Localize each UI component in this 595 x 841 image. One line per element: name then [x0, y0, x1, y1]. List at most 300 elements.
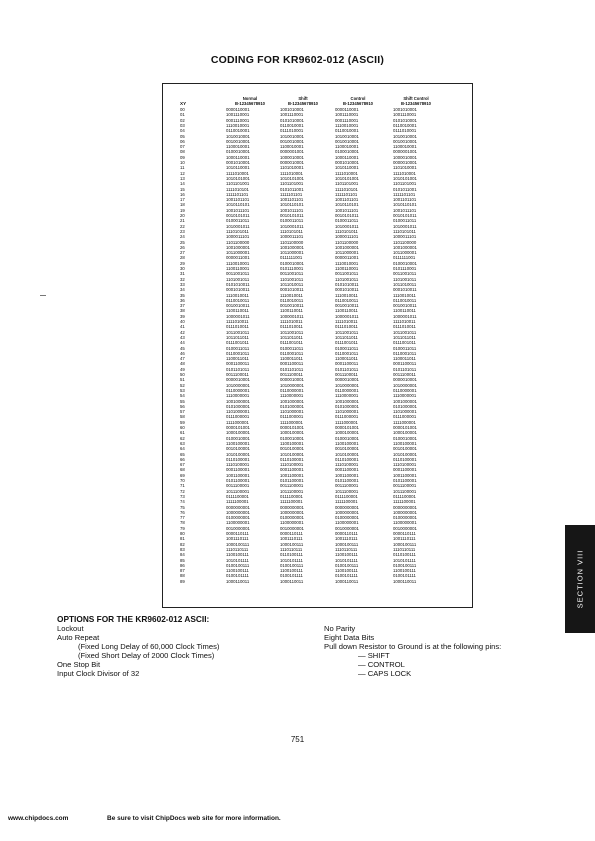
bit-code: 0111000001 [335, 414, 359, 420]
column-header-bits: B-12345678910 [342, 101, 374, 106]
xy-code: 22 [180, 223, 185, 229]
xy-code: 03 [180, 122, 185, 128]
xy-code: 23 [180, 228, 185, 234]
column-header-name: Control [350, 96, 366, 101]
bit-code: 0100011011 [280, 345, 304, 351]
bit-code: 1010101001 [226, 175, 250, 181]
xy-code: 43 [180, 334, 185, 340]
bit-code: 1110010001 [226, 122, 250, 128]
xy-code: 52 [180, 382, 185, 388]
bit-code: 1101010001 [280, 165, 304, 171]
bit-code: 0011100001 [393, 483, 417, 489]
column-header-bits: B-12345678910 [234, 101, 266, 106]
bit-code: 0111100001 [335, 493, 358, 499]
bit-code: 1000110011 [280, 578, 304, 584]
xy-code: 85 [180, 557, 185, 563]
option-item: Lockout [57, 624, 84, 633]
bit-code: 0110100111 [393, 552, 416, 558]
bit-code: 0010010001 [226, 138, 250, 144]
bit-code: 0010100001 [280, 446, 304, 452]
bit-code: 0111111001 [393, 255, 416, 261]
bit-code: 0101101011 [335, 366, 359, 372]
bit-code: 0010010001 [280, 138, 304, 144]
xy-code: 29 [180, 260, 185, 266]
option-item: (Fixed Long Delay of 60,000 Clock Times) [78, 642, 220, 651]
bit-code: 0101000001 [335, 403, 359, 409]
xy-code: 31 [180, 271, 185, 277]
bit-code: 1010101111 [393, 557, 416, 563]
bit-code: 0100011011 [393, 218, 417, 224]
bit-code: 1101101001 [280, 181, 304, 187]
xy-code: 77 [180, 515, 185, 521]
bit-code: 1001110111 [280, 536, 303, 542]
xy-code: 86 [180, 562, 185, 568]
bit-code: 0100011011 [335, 345, 359, 351]
bit-code: 0100101111 [226, 573, 249, 579]
bit-code: 1000011101 [335, 234, 359, 240]
bit-code: 1000110011 [226, 578, 250, 584]
bit-code: 0110001011 [280, 350, 304, 356]
bit-code: 0000110001 [226, 107, 250, 112]
bit-code: 1110101011 [335, 228, 358, 234]
option-item: Pull down Resistor to Ground is at the following pins: [324, 642, 502, 651]
bit-code: 1100110001 [226, 266, 250, 271]
column-header-normal [227, 96, 273, 106]
bit-code: 0001010001 [335, 160, 359, 165]
xy-code: 68 [180, 467, 185, 473]
bit-code: 1001000001 [335, 244, 359, 250]
bit-code: 0000010001 [393, 377, 417, 383]
xy-code: 28 [180, 255, 185, 261]
bit-code: 1100100111 [280, 568, 303, 574]
bit-code: 0110000001 [393, 387, 417, 393]
bit-code: 1011100001 [335, 488, 359, 494]
bit-code: 1010110101 [226, 202, 250, 208]
bit-code: 0101101011 [226, 366, 250, 372]
bit-code: 0110010011 [393, 297, 417, 303]
bit-code: 1010110001 [335, 165, 359, 171]
bit-code: 0001100011 [226, 361, 250, 367]
bit-code: 0000101001 [393, 425, 417, 430]
bit-code: 0000010001 [226, 377, 250, 383]
bit-code: 1111000001 [226, 419, 249, 425]
bit-code: 1100000001 [393, 520, 417, 526]
bit-code: 0001010011 [280, 287, 304, 293]
bit-code: 1100100001 [335, 440, 359, 446]
bit-code: 1110101011 [280, 228, 303, 234]
column-header-bits: B-12345678910 [400, 101, 432, 106]
bit-code: 1000010001 [393, 154, 417, 160]
bit-code: 0100101111 [280, 573, 303, 579]
column-header-shift-control [393, 96, 439, 106]
bit-code: 1010100001 [226, 451, 250, 457]
xy-code: 59 [180, 419, 185, 425]
bit-code: 0101010011 [226, 281, 250, 287]
xy-code: 76 [180, 509, 185, 515]
bit-code: 0011100001 [280, 483, 304, 489]
option-item: No Parity [324, 624, 356, 633]
bit-code: 1001110111 [393, 536, 416, 542]
bit-code: 1111010101 [226, 186, 249, 192]
bit-code: 0111010011 [280, 324, 303, 330]
bit-code: 1000110001 [335, 154, 359, 160]
bit-code: 0111100001 [226, 493, 249, 499]
bit-code: 0000101001 [335, 425, 359, 430]
bit-code: 0011100011 [393, 372, 416, 377]
xy-code: 30 [180, 266, 185, 271]
bit-code: 1101000001 [280, 409, 304, 415]
bit-code: 1001011101 [335, 207, 359, 213]
column-header-bits: B-12345678910 [287, 101, 319, 106]
bit-code: 1100011011 [393, 356, 416, 362]
bit-code: 1010101111 [280, 557, 303, 563]
bit-code: 1111010001 [335, 170, 358, 176]
bit-code: 0100000001 [280, 515, 304, 521]
bit-code: 0000010001 [280, 377, 304, 383]
bit-code: 1010101001 [280, 175, 304, 181]
bit-code: 1000011101 [226, 234, 250, 240]
bit-code: 0100010001 [280, 435, 304, 441]
bit-code: 1100010001 [335, 144, 359, 150]
xy-code: 61 [180, 430, 185, 436]
xy-code: 49 [180, 366, 185, 372]
bit-code: 0100010001 [393, 435, 417, 441]
footer-site[interactable]: www.chipdocs.com [8, 815, 69, 822]
xy-code: 39 [180, 313, 185, 319]
bit-code: 1000011101 [393, 234, 417, 240]
bit-code: 1000100111 [280, 541, 304, 547]
xy-code: 41 [180, 324, 185, 330]
bit-code: 1110110111 [335, 546, 358, 552]
bit-code: 1010100001 [280, 451, 304, 457]
bit-code: 0111000001 [393, 414, 417, 420]
bit-code: 1111101101 [335, 191, 358, 197]
bit-code: 0111100001 [280, 493, 303, 499]
bit-code: 1010110101 [335, 202, 359, 208]
xy-code: 50 [180, 372, 185, 377]
bit-code: 1100011011 [280, 356, 303, 362]
bit-code: 0000101001 [280, 425, 304, 430]
bit-code: 0100011011 [226, 218, 250, 224]
option-item: One Stop Bit [57, 660, 101, 669]
bit-code: 0100010001 [280, 260, 304, 266]
bit-code: 1100110011 [280, 308, 303, 314]
bit-code: 0111001011 [335, 340, 358, 346]
xy-code: 05 [180, 133, 185, 139]
xy-code: 46 [180, 350, 185, 356]
bit-code: 1010110101 [280, 202, 304, 208]
footer-note: Be sure to visit ChipDocs web site for more information. [107, 815, 281, 822]
bit-code: 1100100111 [335, 552, 358, 558]
bit-code: 0100011011 [226, 345, 250, 351]
bit-code: 1100110011 [393, 308, 416, 314]
bit-code: 1100011011 [226, 356, 249, 362]
bit-code: 1010101111 [226, 557, 249, 563]
bit-code: 1101001011 [226, 276, 250, 282]
bit-code: 1001101101 [393, 197, 417, 203]
bit-code: 1101001011 [280, 276, 304, 282]
bit-code: 1101000001 [226, 409, 250, 415]
bit-code: 1000110011 [393, 578, 417, 584]
xy-code: 45 [180, 345, 185, 351]
bit-code: 0110001011 [226, 350, 250, 356]
bit-code: 0001010001 [226, 160, 250, 165]
xy-code: 08 [180, 149, 185, 155]
bit-code: 1010010001 [226, 133, 250, 139]
bit-code: 1101100000 [335, 239, 359, 245]
bit-code: 1000000001 [226, 509, 250, 515]
xy-code: 12 [180, 170, 185, 176]
bit-code: 0101000001 [226, 403, 250, 409]
bit-code: 1111010011 [280, 319, 303, 324]
bit-code: 0110000001 [280, 387, 304, 393]
bit-code: 0100000001 [226, 515, 250, 521]
bit-code: 1110110111 [226, 546, 249, 552]
bit-code: 1111100001 [393, 499, 416, 505]
bit-code: 0100010001 [335, 435, 359, 441]
bit-code: 1111100001 [226, 499, 249, 505]
bit-code: 0100100111 [335, 562, 359, 568]
bit-code: 1101100000 [226, 239, 250, 245]
xy-code: 84 [180, 552, 185, 558]
bit-code: 0000110111 [393, 531, 416, 536]
xy-code: 54 [180, 393, 185, 399]
bit-code: 1111000001 [393, 419, 416, 425]
bit-code: 0101010001 [393, 117, 417, 123]
bit-code: 0010010011 [226, 303, 250, 309]
bit-code: 0100100111 [280, 562, 304, 568]
bit-code: 1010101111 [335, 557, 358, 563]
bit-code: 0011100011 [335, 372, 358, 377]
bit-code: 1000100001 [226, 430, 250, 436]
xy-code: 17 [180, 197, 185, 203]
xy-code: 56 [180, 403, 185, 409]
bit-code: 1100110011 [335, 308, 358, 314]
bit-code: 0000011001 [226, 255, 250, 261]
bit-code: 1011011011 [226, 334, 249, 340]
xy-code: 42 [180, 329, 185, 335]
xy-code: 78 [180, 520, 185, 526]
bit-code: 0011001011 [226, 271, 250, 277]
bit-code: 1001110001 [226, 112, 250, 118]
bit-code: 0111010011 [226, 324, 249, 330]
bit-code: 1110000001 [393, 393, 417, 399]
xy-code: 71 [180, 483, 185, 489]
bit-code: 0100011011 [335, 218, 359, 224]
bit-code: 0111001011 [393, 340, 416, 346]
bit-code: 0001010011 [335, 287, 359, 293]
xy-code: 82 [180, 541, 185, 547]
bit-code: 0010101011 [226, 213, 250, 218]
bit-code: 0110010001 [226, 128, 250, 134]
xy-code: 69 [180, 472, 185, 478]
bit-code: 0000010001 [393, 160, 417, 165]
bit-code: 0110010001 [393, 122, 417, 128]
bit-code: 1110110111 [280, 546, 303, 552]
bit-code: 0000110001 [335, 107, 359, 112]
bit-code: 1001000001 [226, 398, 250, 404]
bit-code: 0010101011 [280, 213, 304, 218]
bit-code: 0001100001 [393, 467, 417, 473]
bit-code: 0110100111 [280, 552, 303, 558]
bit-code: 1000000001 [280, 509, 304, 515]
column-header-control [335, 96, 381, 106]
column-header-xy: XY [180, 101, 187, 106]
bit-code: 1001100001 [335, 472, 359, 478]
bit-code: 1001110001 [393, 112, 417, 118]
xy-code: 06 [180, 138, 185, 144]
bit-code: 1000011101 [280, 234, 304, 240]
bit-code: 1101000001 [393, 409, 417, 415]
bit-code: 1010110001 [226, 165, 250, 171]
bit-code: 1110100001 [393, 462, 417, 468]
xy-code: 63 [180, 440, 185, 446]
bit-code: 0000010001 [280, 160, 304, 165]
xy-code: 18 [180, 202, 185, 208]
bit-code: 1110010001 [335, 260, 359, 266]
xy-code: 83 [180, 546, 185, 552]
bit-code: 1110010011 [226, 292, 249, 298]
xy-code: 04 [180, 128, 185, 134]
xy-code: 02 [180, 117, 185, 123]
bit-code: 1111000001 [335, 419, 358, 425]
bit-code: 0110010011 [280, 297, 304, 303]
bit-code: 1001100001 [226, 472, 250, 478]
xy-code: 14 [180, 181, 185, 187]
bit-code: 0101101011 [393, 366, 417, 372]
bit-code: 1001101101 [226, 197, 250, 203]
xy-code: 01 [180, 112, 185, 118]
bit-code: 1101101001 [335, 181, 359, 187]
bit-code: 1010001011 [393, 223, 417, 229]
bit-code: 1100010001 [393, 144, 417, 150]
xy-code: 38 [180, 308, 185, 314]
xy-code: 35 [180, 292, 185, 298]
bit-code: 1010000001 [226, 382, 250, 388]
bit-code: 1011000001 [226, 250, 250, 256]
bit-code: 1010010001 [393, 133, 417, 139]
bit-code: 0011001011 [393, 271, 417, 277]
xy-code: 11 [180, 165, 185, 171]
bit-code: 0010010011 [280, 303, 304, 309]
bit-code: 0100100111 [226, 562, 250, 568]
bit-code: 1100100111 [393, 568, 416, 574]
bit-code: 1110010001 [226, 260, 250, 266]
bit-code: 1011100001 [226, 488, 250, 494]
xy-code: 87 [180, 568, 185, 574]
bit-code: 1100100111 [226, 568, 249, 574]
bit-code: 1100010001 [226, 144, 250, 150]
bit-code: 1110101011 [393, 228, 416, 234]
bit-code: 0000010001 [335, 377, 359, 383]
bit-code: 1001010001 [393, 107, 417, 112]
xy-code: 25 [180, 239, 185, 245]
bit-code: 0011001011 [335, 271, 359, 277]
bit-code: 0111111001 [280, 255, 303, 261]
bit-code: 1110010001 [335, 122, 359, 128]
option-item: Eight Data Bits [324, 633, 375, 642]
bit-code: 1100011011 [335, 356, 358, 362]
xy-code: 55 [180, 398, 185, 404]
column-header-name: Shift Control [403, 96, 429, 101]
bit-code: 1110110111 [393, 546, 416, 552]
bit-code: 1001110001 [335, 112, 359, 118]
xy-code: 67 [180, 462, 185, 468]
bit-code: 0110010001 [335, 128, 359, 134]
bit-code: 1001000001 [393, 398, 417, 404]
bit-code: 1101000001 [335, 409, 359, 415]
bit-code: 1011010011 [393, 281, 417, 287]
xy-code: 44 [180, 340, 185, 346]
bit-code: 0010010011 [393, 303, 417, 309]
bit-code: 1001011101 [226, 207, 250, 213]
xy-code: 19 [180, 207, 185, 213]
bit-code: 1010010001 [280, 133, 304, 139]
bit-code: 1111010001 [280, 170, 303, 176]
bit-code: 1100000001 [280, 520, 304, 526]
bit-code: 0101010011 [335, 281, 359, 287]
bit-code: 1001000001 [280, 244, 304, 250]
xy-code: 73 [180, 493, 185, 499]
bit-code: 1000100111 [335, 541, 359, 547]
bit-code: 1011100001 [393, 488, 417, 494]
bit-code: 0101100001 [280, 478, 304, 483]
bit-code: 1101010001 [393, 165, 417, 171]
bit-code: 0111000001 [280, 414, 304, 420]
bit-code: 1010001011 [280, 223, 304, 229]
xy-code: 32 [180, 276, 185, 282]
bit-code: 0010010011 [335, 303, 359, 309]
bit-code: 0010010001 [393, 138, 417, 144]
xy-code: 51 [180, 377, 185, 383]
xy-code: 62 [180, 435, 185, 441]
bit-code: 1011100001 [280, 488, 304, 494]
bit-code: 1000001011 [280, 313, 304, 319]
bit-code: 1001101101 [280, 197, 304, 203]
bit-code: 0100010001 [393, 260, 417, 266]
bit-code: 1100110011 [226, 308, 249, 314]
bit-code: 1111010101 [335, 186, 358, 192]
bit-code: 1111100001 [280, 499, 303, 505]
xy-code: 24 [180, 234, 185, 240]
bit-code: 0010100001 [226, 446, 250, 452]
bit-code: 0110100001 [335, 456, 359, 462]
bit-code: 0110100001 [393, 456, 417, 462]
bit-code: 1111010011 [226, 319, 249, 324]
column-header-shift [280, 96, 326, 106]
bit-code: 1001101101 [335, 197, 359, 203]
bit-code: 1011001011 [280, 329, 304, 335]
table-row [180, 579, 470, 584]
bit-code: 0111001011 [280, 340, 303, 346]
bit-code: 0101100001 [226, 478, 250, 483]
bit-code: 1000001011 [335, 313, 359, 319]
bit-code: 1111010001 [393, 170, 416, 176]
bit-code: 0101010001 [280, 117, 304, 123]
bit-code: 1110010011 [393, 292, 416, 298]
bit-code: 0111010011 [393, 324, 416, 330]
bit-code: 1010100001 [393, 451, 417, 457]
xy-code: 48 [180, 361, 185, 367]
bit-code: 0010000001 [335, 525, 359, 531]
bit-code: 0010100001 [335, 446, 359, 452]
bit-code: 0101000001 [393, 403, 417, 409]
bit-code: 1101001011 [393, 276, 417, 282]
bit-code: 0110000001 [226, 387, 250, 393]
bit-code: 1001110001 [280, 112, 304, 118]
bit-code: 1011000001 [335, 250, 359, 256]
bit-code: 1010101001 [393, 175, 417, 181]
